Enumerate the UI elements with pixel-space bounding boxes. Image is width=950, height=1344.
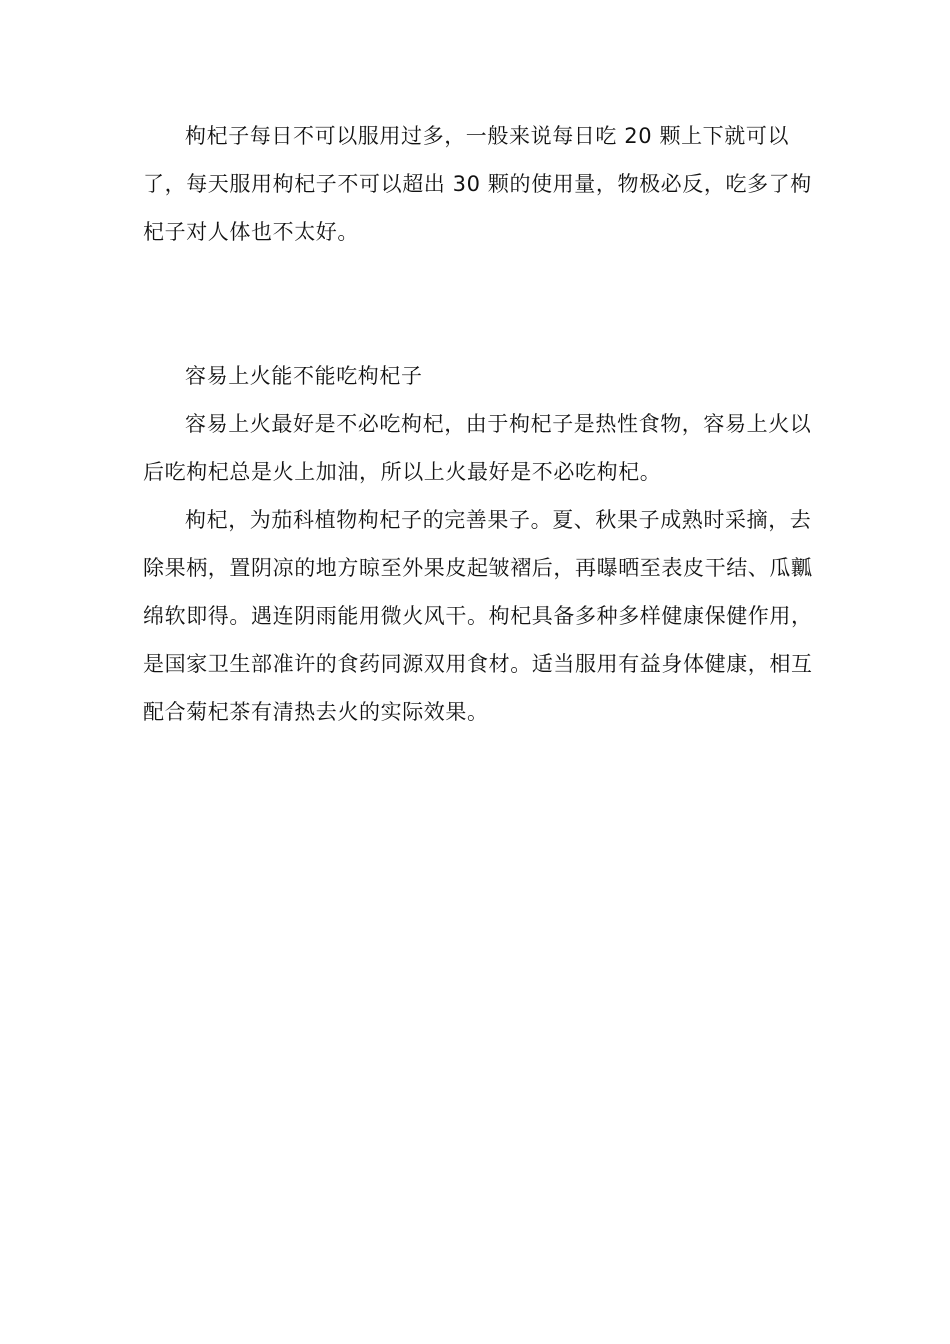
paragraph-dosage: 枸杞子每日不可以服用过多，一般来说每日吃 20 颗上下就可以了，每天服用枸杞子不可以超出 30 颗的使用量，物极必反，吃多了枸杞子对人体也不太好。 [143, 124, 812, 244]
document-body [143, 112, 821, 736]
paragraph-description: 枸杞，为茄科植物枸杞子的完善果子。夏、秋果子成熟时采摘，去除果柄，置阴凉的地方晾至外果皮起皱褶后，再曝晒至表皮干结、瓜瓤绵软即得。遇连阴雨能用微火风干。枸杞具备多种多样健康保健作用，是国家卫生部准许的食药同源双用食材。适当服用有益身体健康，相互配合菊杞茶有清热去火的实际效果。 [143, 508, 813, 724]
section-heading: 容易上火能不能吃枸杞子 [185, 364, 423, 388]
paragraph-heat: 容易上火最好是不必吃枸杞，由于枸杞子是热性食物，容易上火以后吃枸杞总是火上加油，所以上火最好是不必吃枸杞。 [143, 412, 812, 484]
